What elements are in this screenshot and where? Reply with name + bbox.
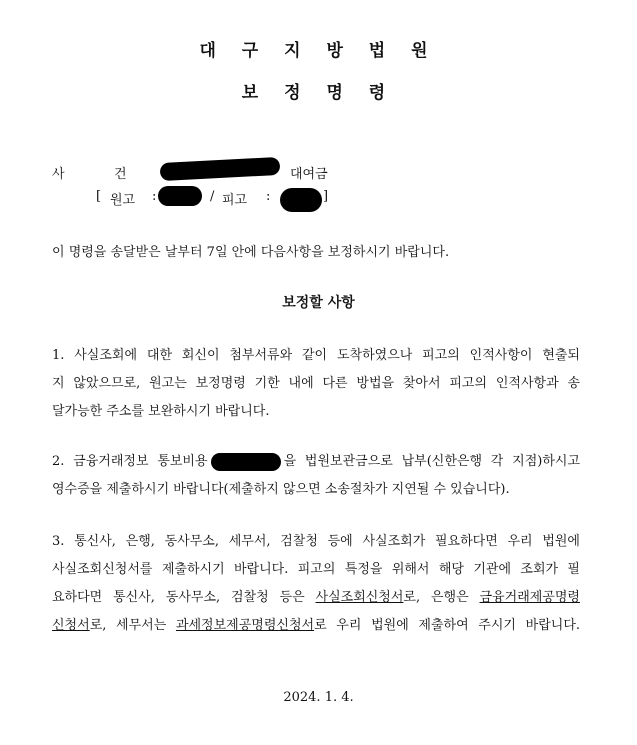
intro-text: 이 명령을 송달받은 날부터 7일 안에 다음사항을 보정하시기 바랍니다. [52,245,450,260]
bracket-close: ] [323,189,329,204]
item-3-line-4-post: 로 우리 법원에 제출하여 주시기 바랍니다. [314,618,581,633]
item-3-line-4 [52,612,580,640]
redaction-amount [211,453,281,471]
item-1-line-2: 지 않았으므로, 원고는 보정명령 기한 내에 다른 방법을 찾아서 피고의 인적사항과 송 [52,376,580,391]
redaction-case-number [160,157,281,181]
item-2-line-2: 영수증을 제출하시기 바랍니다(제출하지 않으면 소송절차가 지연될 수 있습니다). [52,482,510,497]
plaintiff-label: 원고 [110,193,136,208]
document-title: 보 정 명 령 [241,83,396,103]
case-label-sa: 사 [52,167,65,182]
colon-plaintiff: : [152,189,157,204]
item-3-line-3-mid: 로, 은행은 [403,590,480,605]
item-1-line-1: 1. 사실조회에 대한 회신이 첨부서류와 같이 도착하였으나 피고의 인적사항이 현출되 [52,348,580,363]
underlined-financial-order-part1: 금융거래제공명령 [479,590,580,605]
item-3-line-3-pre: 요하다면 통신사, 동사무소, 검찰청 등은 [52,590,316,605]
item-2-line-1 [52,448,580,476]
item-3 [52,528,580,640]
redaction-plaintiff [158,186,202,206]
underlined-fact-inquiry-application: 사실조회신청서 [315,590,404,605]
underlined-financial-order-part2: 신청서 [52,618,90,633]
item-3-line-4-mid: 로, 세무서는 [89,618,176,633]
item-3-line-1: 3. 통신사, 은행, 동사무소, 세무서, 검찰청 등에 사실조회가 필요하다면 우리 법원에 [52,534,580,549]
document-date: 2024. 1. 4. [283,690,354,705]
slash-separator: / [210,189,215,204]
item-3-line-3 [52,584,580,612]
court-name: 대 구 지 방 법 원 [199,41,438,61]
item-2 [52,448,580,504]
redaction-defendant [280,188,322,212]
case-label-geon: 건 [114,167,127,182]
item-2-line-1-post: 을 법원보관금으로 납부(신한은행 각 지점)하시고 [283,454,580,469]
underlined-tax-info-order: 과세정보제공명령신청서 [175,618,315,633]
item-1-line-3: 달가능한 주소를 보완하시기 바랍니다. [52,404,270,419]
colon-defendant: : [266,189,271,204]
bracket-open: [ [96,189,102,204]
case-name: 대여금 [290,167,328,182]
item-2-line-1-pre: 2. 금융거래정보 통보비용 [52,454,208,469]
defendant-label: 피고 [222,193,248,208]
item-3-line-2: 사실조회신청서를 제출하시기 바랍니다. 피고의 특정을 위해서 해당 기관에 조회가 필 [52,562,580,577]
item-1 [52,342,580,426]
section-heading: 보정할 사항 [282,295,355,311]
